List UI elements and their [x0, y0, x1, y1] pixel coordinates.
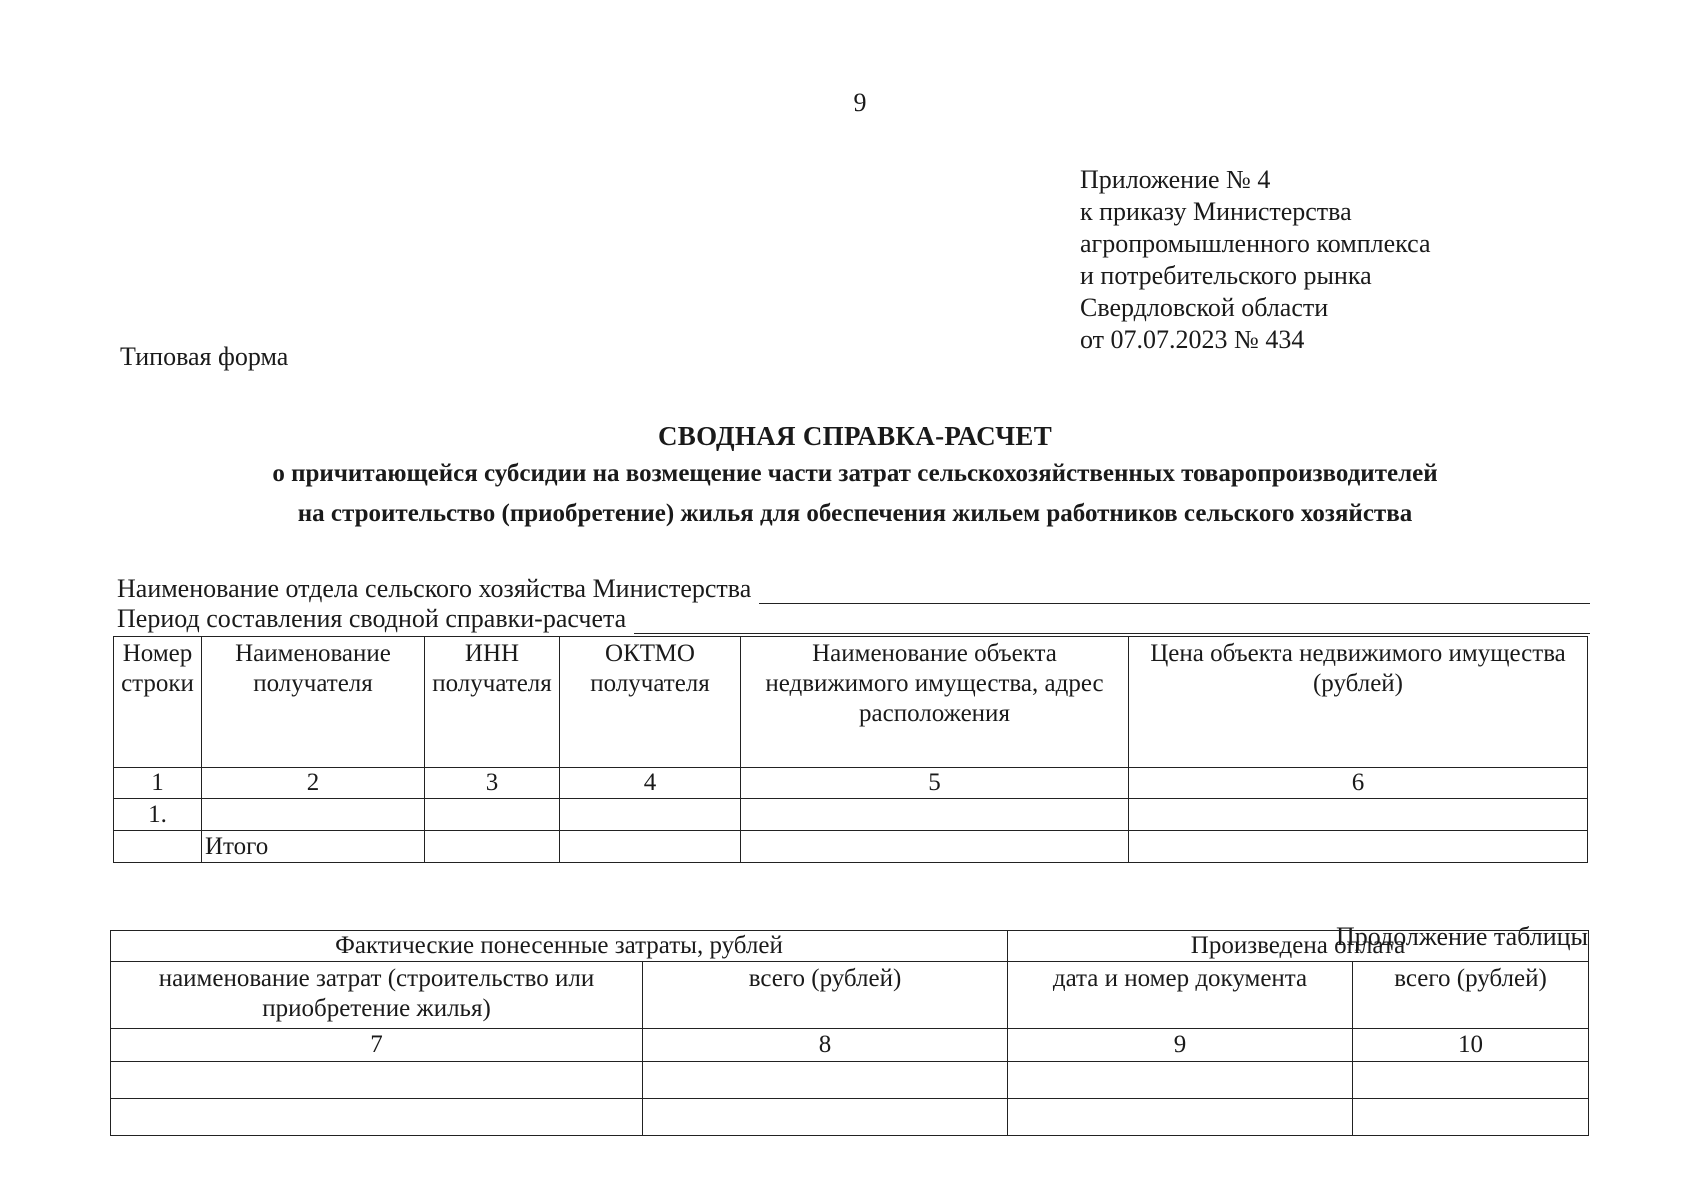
- column-number: 6: [1129, 768, 1588, 799]
- empty-cell[interactable]: [202, 799, 425, 831]
- empty-cell[interactable]: [741, 831, 1129, 863]
- header-property-price: Цена объекта недвижимого имущества (рублей): [1129, 637, 1588, 768]
- empty-cell[interactable]: [1129, 831, 1588, 863]
- empty-cell: [114, 831, 202, 863]
- empty-cell[interactable]: [111, 1062, 643, 1099]
- appendix-line: к приказу Министерства: [1080, 197, 1352, 226]
- total-row: [114, 831, 1588, 863]
- header-payment-total: всего (рублей): [1353, 962, 1589, 1029]
- header-recipient-inn: ИНН получателя: [425, 637, 560, 768]
- empty-cell[interactable]: [111, 1099, 643, 1136]
- column-number: 9: [1008, 1029, 1353, 1062]
- table-row: [111, 1099, 1589, 1136]
- title-subtitle-line-1: о причитающейся субсидии на возмещение части затрат сельскохозяйственных товаропроизводителей: [272, 460, 1438, 487]
- appendix-line: Свердловской области: [1080, 293, 1329, 322]
- empty-cell[interactable]: [1008, 1099, 1353, 1136]
- table-row: [114, 799, 1588, 831]
- header-document-date-number: дата и номер документа: [1008, 962, 1353, 1029]
- header-actual-costs: Фактические понесенные затраты, рублей: [111, 931, 1008, 962]
- period-label: Период составления сводной справки-расчета: [117, 604, 627, 633]
- appendix-line: Приложение № 4: [1080, 165, 1271, 194]
- column-number: 1: [114, 768, 202, 799]
- appendix-line: агропромышленного комплекса: [1080, 229, 1431, 258]
- page-number: 9: [853, 88, 867, 117]
- form-type-label: Типовая форма: [120, 342, 289, 371]
- empty-cell[interactable]: [425, 799, 560, 831]
- empty-cell[interactable]: [643, 1099, 1008, 1136]
- title-subtitle-line-2: на строительство (приобретение) жилья для обеспечения жильем работников сельского хозяйства: [297, 500, 1413, 527]
- summary-table: [113, 636, 1588, 863]
- period-blank-line: [634, 611, 1590, 634]
- column-number-row: [111, 1029, 1589, 1062]
- total-label: Итого: [202, 831, 425, 863]
- empty-cell[interactable]: [741, 799, 1129, 831]
- column-number: 10: [1353, 1029, 1589, 1062]
- empty-cell[interactable]: [560, 799, 741, 831]
- document-title: [150, 418, 1560, 534]
- department-blank-line: [759, 581, 1590, 604]
- appendix-line: и потребительского рынка: [1080, 261, 1372, 290]
- table-header-row: [114, 637, 1588, 768]
- title-main: СВОДНАЯ СПРАВКА-РАСЧЕТ: [657, 421, 1053, 451]
- table-header-row: [111, 962, 1589, 1029]
- empty-cell[interactable]: [1353, 1099, 1589, 1136]
- continuation-label: Продолжение таблицы: [1336, 922, 1588, 951]
- header-payment-made: Произведена оплата: [1008, 931, 1589, 962]
- continuation-table: [110, 930, 1589, 1136]
- column-number: 2: [202, 768, 425, 799]
- appendix-line: от 07.07.2023 № 434: [1080, 325, 1305, 354]
- header-cost-name: наименование затрат (строительство или приобретение жилья): [111, 962, 643, 1029]
- empty-cell[interactable]: [560, 831, 741, 863]
- header-row-number: Номер строки: [114, 637, 202, 768]
- department-field: [117, 574, 1590, 604]
- header-cost-total: всего (рублей): [643, 962, 1008, 1029]
- empty-cell[interactable]: [425, 831, 560, 863]
- column-number: 8: [643, 1029, 1008, 1062]
- appendix-block: [1080, 164, 1431, 356]
- empty-cell[interactable]: [1008, 1062, 1353, 1099]
- column-number-row: [114, 768, 1588, 799]
- column-number: 7: [111, 1029, 643, 1062]
- column-number: 5: [741, 768, 1129, 799]
- column-number: 4: [560, 768, 741, 799]
- period-field: [117, 604, 1590, 634]
- row-number-cell: 1.: [114, 799, 202, 831]
- department-label: Наименование отдела сельского хозяйства Министерства: [117, 574, 752, 603]
- header-recipient-name: Наименование получателя: [202, 637, 425, 768]
- group-header-row: [111, 931, 1589, 962]
- header-property-name: Наименование объекта недвижимого имущества, адрес расположения: [741, 637, 1129, 768]
- empty-cell[interactable]: [1129, 799, 1588, 831]
- empty-cell[interactable]: [643, 1062, 1008, 1099]
- column-number: 3: [425, 768, 560, 799]
- header-recipient-oktmo: ОКТМО получателя: [560, 637, 741, 768]
- table-row: [111, 1062, 1589, 1099]
- empty-cell[interactable]: [1353, 1062, 1589, 1099]
